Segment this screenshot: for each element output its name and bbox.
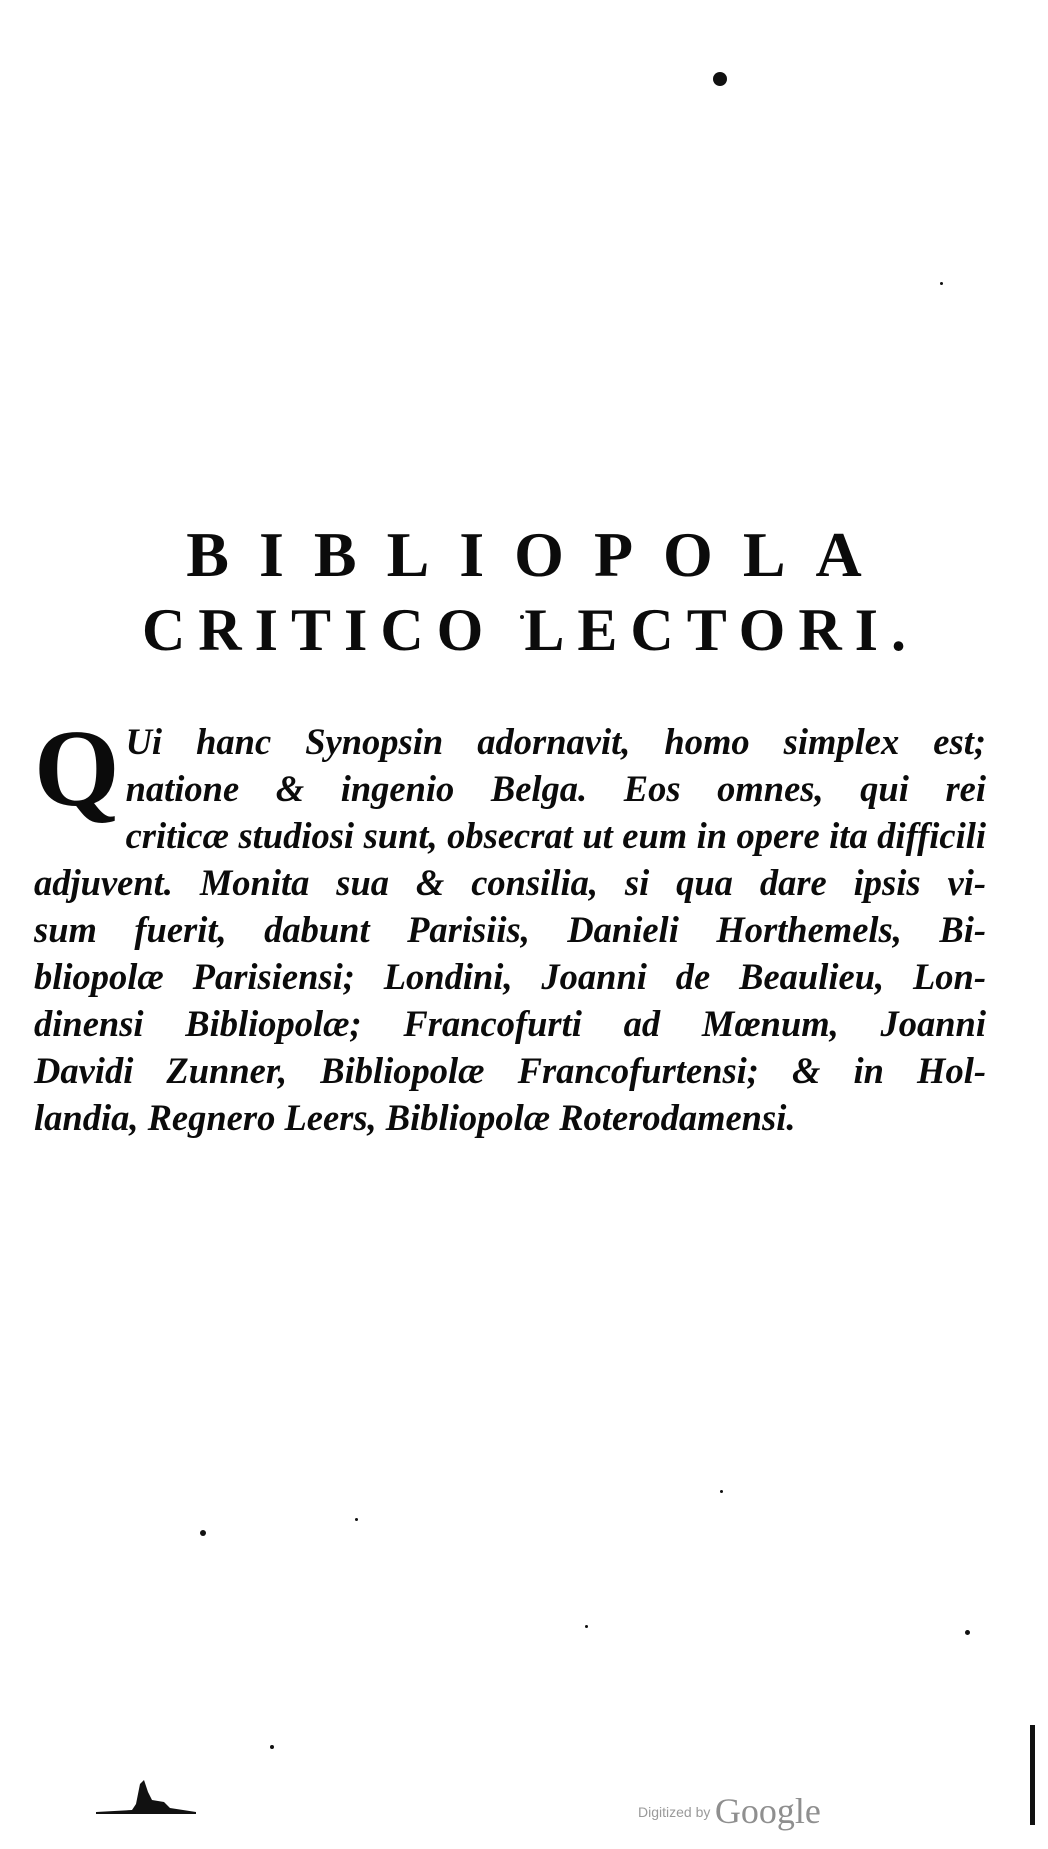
ink-speck [355,1518,358,1521]
digitized-by-watermark [638,1790,821,1832]
body-line: Davidi Zunner, Bibliopolæ Francofurtensi; & in Hol- [34,1050,986,1091]
body-line: Ui hanc Synopsin adornavit, homo simplex est; [125,721,986,762]
ink-speck [585,1625,588,1628]
ink-speck [720,1490,723,1493]
body-line: adjuvent. Monita sua & consilia, si qua dare ipsis vi- [34,862,986,903]
ink-speck [940,282,943,285]
ink-speck [200,1530,206,1536]
body-line: sum fuerit, dabunt Parisiis, Danieli Horthemels, Bi- [34,909,986,950]
body-line: dinensi Bibliopolæ; Francofurti ad Mœnum, Joanni [34,1003,986,1044]
body-line: criticæ studiosi sunt, obsecrat ut eum in opere ita difficili [125,815,986,856]
ink-speck [965,1630,970,1635]
google-logo: Google [714,1791,821,1831]
page-heading-line-1: BIBLIOPOLA [186,519,892,590]
drop-cap: Q [34,707,120,829]
ink-speck [713,72,727,86]
body-paragraph [34,707,986,1141]
page-edge-mark [1030,1725,1035,1825]
digitized-by-label: Digitized by [638,1804,711,1820]
page-heading-line-2: CRITICO LECTORI. [141,597,920,663]
ink-speck [270,1745,274,1749]
body-line: landia, Regnero Leers, Bibliopolæ Roterodamensi. [34,1097,796,1138]
ink-blot-icon [92,1770,202,1820]
body-line: natione & ingenio Belga. Eos omnes, qui rei [125,768,986,809]
body-line: bliopolæ Parisiensi; Londini, Joanni de Beaulieu, Lon- [34,956,986,997]
